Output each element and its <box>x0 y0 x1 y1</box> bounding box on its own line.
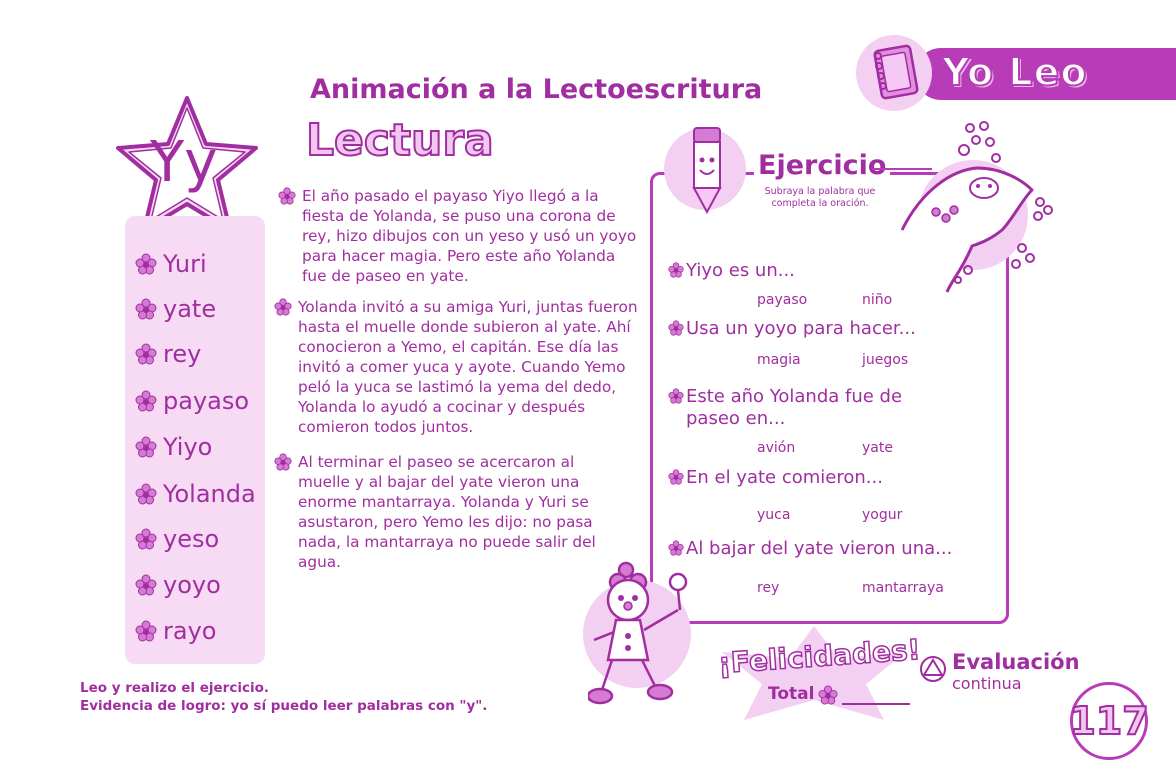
word-text: Yuri <box>163 250 207 278</box>
answer-option[interactable]: payaso <box>757 292 808 308</box>
exercise-question <box>668 538 988 560</box>
question-text: Este año Yolanda fue de paseo en... <box>686 386 903 429</box>
list-item <box>135 480 256 508</box>
paragraph-text: Yolanda invitó a su amiga Yuri, juntas fueron hasta el muelle donde subieron al yate. Ahí conocieron a Yemo, el capitán. Ese día las invitó a comer yuca y ayote. Cuando Yemo peló la yuca se lastimó la yema del dedo, Yolanda lo ayudó a cocinar y después comieron todos juntos. <box>298 298 638 436</box>
exercise-instruction: Subraya la palabra que completa la oración. <box>764 186 876 209</box>
flower-bullet-icon <box>668 540 684 556</box>
evaluation-title: Evaluación <box>952 650 1080 674</box>
flower-bullet-icon <box>668 469 684 485</box>
question-text: Usa un yoyo para hacer... <box>686 318 916 339</box>
exercise-title-rule <box>872 168 932 170</box>
footer-evidence: Evidencia de logro: yo sí puedo leer palabras con "y". <box>80 698 488 714</box>
answer-option[interactable]: magia <box>757 352 801 368</box>
flower-bullet-icon <box>135 483 157 505</box>
brand-title: Yo Leo <box>942 50 1088 94</box>
flower-bullet-icon <box>135 620 157 642</box>
exercise-title: Ejercicio <box>754 150 890 181</box>
word-text: rey <box>163 340 202 368</box>
flower-bullet-icon <box>274 453 292 471</box>
flower-bullet-icon <box>818 685 838 705</box>
answer-option[interactable]: rey <box>757 580 780 596</box>
flower-bullet-icon <box>274 298 292 316</box>
flower-bullet-icon <box>668 388 684 404</box>
answer-option[interactable]: avión <box>757 440 796 456</box>
reading-paragraph <box>298 452 613 572</box>
word-text: yoyo <box>163 571 221 599</box>
question-text: Al bajar del yate vieron una... <box>686 538 953 559</box>
list-item <box>135 295 216 323</box>
exercise-question <box>668 386 918 430</box>
page-number: 117 <box>1070 682 1148 760</box>
paragraph-text: El año pasado el payaso Yiyo llegó a la fiesta de Yolanda, se puso una corona de rey, hizo dibujos con un yeso y usó un yoyo para hacer magia. Pero este año Yolanda fue de paseo en yate. <box>302 187 637 285</box>
answer-option[interactable]: yogur <box>862 507 903 523</box>
total-label: Total <box>768 684 815 704</box>
list-item <box>135 387 249 415</box>
exercise-question <box>668 318 988 340</box>
word-text: yeso <box>163 525 220 553</box>
list-item <box>135 617 216 645</box>
answer-option[interactable]: yate <box>862 440 893 456</box>
pencil-character-icon <box>684 124 732 214</box>
answer-option[interactable]: niño <box>862 292 893 308</box>
flower-bullet-icon <box>135 528 157 550</box>
evaluation-subtitle: continua <box>952 674 1022 693</box>
featured-letter: Yy <box>150 130 218 195</box>
answer-option[interactable]: yuca <box>757 507 791 523</box>
flower-bullet-icon <box>135 253 157 275</box>
flower-bullet-icon <box>135 390 157 412</box>
flower-bullet-icon <box>135 436 157 458</box>
reading-paragraph <box>302 186 638 286</box>
word-text: payaso <box>163 387 250 415</box>
footer-instruction: Leo y realizo el ejercicio. <box>80 680 269 696</box>
page-title: Lectura <box>306 115 494 166</box>
word-text: Yiyo <box>163 433 213 461</box>
question-text: En el yate comieron... <box>686 467 883 488</box>
word-text: rayo <box>163 617 217 645</box>
clown-icon <box>588 560 698 710</box>
notebook-icon <box>866 42 924 104</box>
word-text: yate <box>163 295 217 323</box>
list-item <box>135 250 207 278</box>
answer-option[interactable]: juegos <box>862 352 909 368</box>
triangle-circle-icon <box>919 655 947 683</box>
exercise-question <box>668 467 988 489</box>
page-subtitle: Animación a la Lectoescritura <box>310 74 763 105</box>
question-text: Yiyo es un... <box>686 260 795 281</box>
list-item <box>135 433 212 461</box>
word-text: Yolanda <box>163 480 256 508</box>
flower-bullet-icon <box>278 187 296 205</box>
word-list <box>125 216 265 664</box>
felicidades-title: ¡Felicidades! <box>717 632 922 681</box>
reading-paragraph <box>298 297 638 437</box>
exercise-question <box>668 260 988 282</box>
paragraph-text: Al terminar el paseo se acercaron al muelle y al bajar del yate vieron una enorme mantarraya. Yolanda y Yuri se asustaron, pero Yemo les dijo: no pasa nada, la mantarraya no puede salir del agua. <box>298 453 596 571</box>
list-item <box>135 571 221 599</box>
flower-bullet-icon <box>135 298 157 320</box>
flower-bullet-icon <box>668 262 684 278</box>
answer-option[interactable]: mantarraya <box>862 580 944 596</box>
list-item <box>135 525 219 553</box>
flower-bullet-icon <box>668 320 684 336</box>
total-blank[interactable] <box>842 703 910 705</box>
flower-bullet-icon <box>135 343 157 365</box>
flower-bullet-icon <box>135 574 157 596</box>
list-item <box>135 340 201 368</box>
